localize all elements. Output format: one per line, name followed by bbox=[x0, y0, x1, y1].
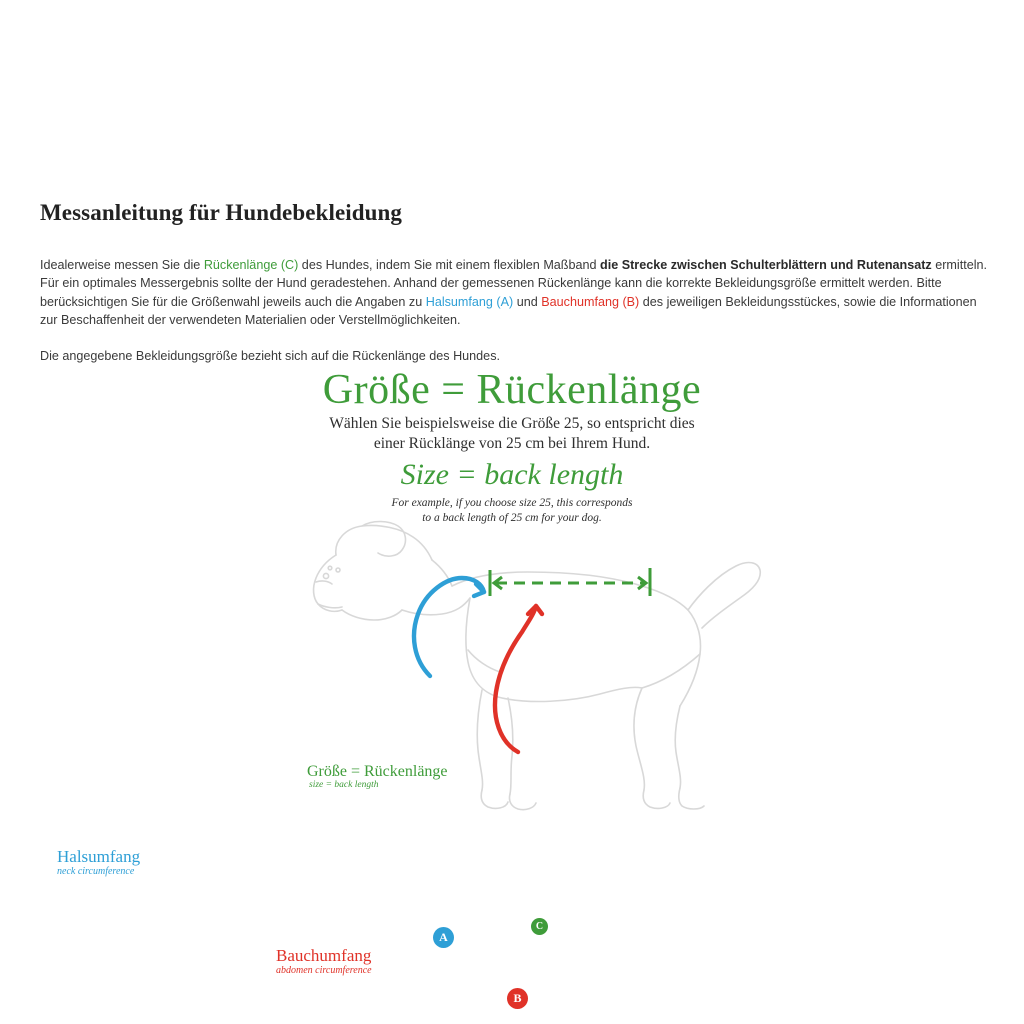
label-abdomen-main: Bauchumfang bbox=[276, 946, 372, 965]
label-neck-main: Halsumfang bbox=[57, 847, 141, 866]
label-abdomen-sub: abdomen circumference bbox=[276, 965, 372, 976]
figure-subtitle-en-line1: For example, if you choose size 25, this corresponds bbox=[391, 497, 633, 509]
figure-subtitle-de bbox=[0, 414, 1024, 454]
badge-c: C bbox=[531, 918, 548, 935]
intro-text-4: und bbox=[513, 294, 542, 309]
link-abdomen-circumference[interactable]: Bauchumfang (B) bbox=[541, 294, 640, 309]
label-back-main: Größe = Rückenlänge bbox=[307, 763, 448, 780]
label-neck-circumference bbox=[57, 847, 140, 877]
intro-text-1: Idealerweise messen Sie die bbox=[40, 257, 204, 272]
label-back-sub: size = back length bbox=[309, 780, 379, 790]
intro-text-2: des Hundes, indem Sie mit einem flexiblen Maßband bbox=[298, 257, 601, 272]
intro-text-5: des jeweiligen Bekleidungsstückes, sowie die Informationen zur Beschaffenheit der verwendeten Materialien oder Verstellmöglichkeiten. bbox=[40, 294, 977, 328]
label-neck-sub: neck circumference bbox=[57, 866, 135, 877]
link-back-length[interactable]: Rückenlänge (C) bbox=[203, 257, 299, 272]
intro-bold-phrase: die Strecke zwischen Schulterblättern und Rutenansatz bbox=[600, 257, 932, 272]
intro-paragraph-1 bbox=[40, 256, 988, 330]
figure-subtitle-de-line2: einer Rücklänge von 25 cm bei Ihrem Hund. bbox=[373, 435, 651, 452]
figure-subtitle-en-line2: to a back length of 25 cm for your dog. bbox=[422, 512, 602, 524]
page-title: Messanleitung für Hundebekleidung bbox=[40, 200, 403, 226]
intro-text-3: ermitteln. Für ein optimales Messergebnis sollte der Hund geradestehen. Anhand der gemessenen Rückenlänge kann die korrekte Bekleidungsgröße ermittelt werden. Bitte berücksichtigen Sie für die Größenwahl jeweils auch die Angaben zu bbox=[40, 257, 988, 309]
measurement-figure bbox=[0, 360, 1024, 1005]
abdomen-circumference-arc bbox=[495, 606, 536, 752]
dog-outline-svg bbox=[250, 510, 810, 870]
badge-b: B bbox=[507, 988, 528, 1009]
figure-title-en: Size = back length bbox=[400, 458, 624, 491]
label-abdomen-circumference bbox=[276, 946, 372, 976]
link-neck-circumference[interactable]: Halsumfang (A) bbox=[425, 294, 514, 309]
figure-subtitle-de-line1: Wählen Sie beispielsweise die Größe 25, so entspricht dies bbox=[329, 415, 695, 432]
figure-title-de: Größe = Rückenlänge bbox=[322, 367, 702, 413]
label-back-length bbox=[307, 763, 448, 790]
badge-a: A bbox=[433, 927, 454, 948]
intro-paragraph-2: Die angegebene Bekleidungsgröße bezieht sich auf die Rückenlänge des Hundes. bbox=[40, 348, 500, 363]
neck-circumference-arc bbox=[414, 578, 484, 676]
